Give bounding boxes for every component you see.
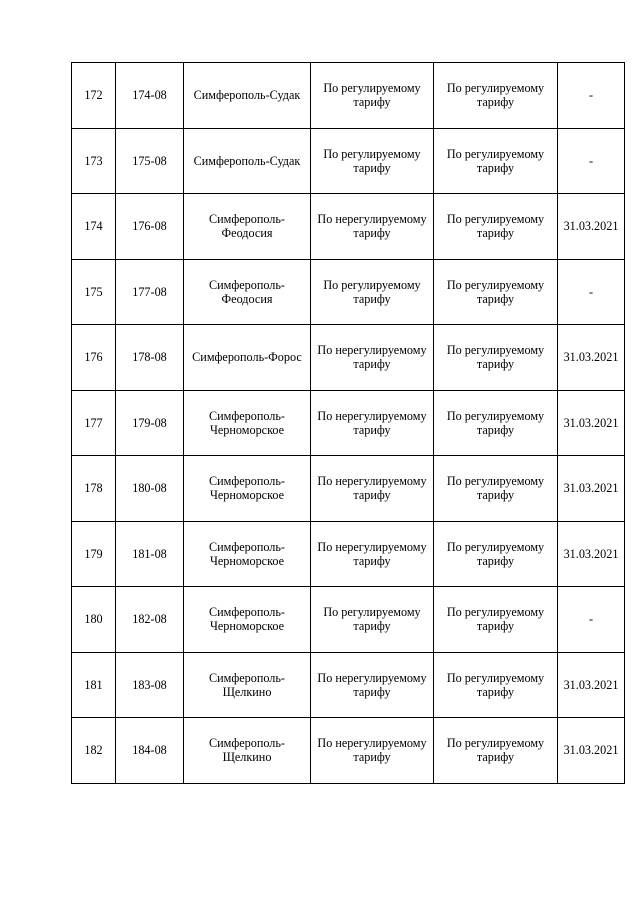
row-number: 182: [72, 718, 116, 784]
route-name: Симферополь-Черноморское: [184, 521, 311, 587]
tariff-current: По регулируемому тарифу: [311, 587, 434, 653]
table-row: [72, 587, 625, 653]
table-row: [72, 718, 625, 784]
change-date: -: [558, 128, 625, 194]
tariff-planned: По регулируемому тарифу: [434, 259, 558, 325]
change-date: 31.03.2021: [558, 194, 625, 260]
change-date: 31.03.2021: [558, 652, 625, 718]
change-date: 31.03.2021: [558, 325, 625, 391]
route-reg-number: 184-08: [116, 718, 184, 784]
tariff-planned: По регулируемому тарифу: [434, 587, 558, 653]
tariff-current: По нерегулируемому тарифу: [311, 521, 434, 587]
table-row: [72, 521, 625, 587]
route-name: Симферополь-Феодосия: [184, 259, 311, 325]
change-date: 31.03.2021: [558, 718, 625, 784]
tariff-current: По нерегулируемому тарифу: [311, 718, 434, 784]
tariff-planned: По регулируемому тарифу: [434, 521, 558, 587]
tariff-current: По регулируемому тарифу: [311, 63, 434, 129]
route-reg-number: 180-08: [116, 456, 184, 522]
tariff-planned: По регулируемому тарифу: [434, 652, 558, 718]
row-number: 181: [72, 652, 116, 718]
route-reg-number: 176-08: [116, 194, 184, 260]
route-name: Симферополь-Щелкино: [184, 718, 311, 784]
change-date: -: [558, 587, 625, 653]
tariff-current: По нерегулируемому тарифу: [311, 194, 434, 260]
routes-table-body: [72, 63, 625, 784]
tariff-planned: По регулируемому тарифу: [434, 718, 558, 784]
route-name: Симферополь-Феодосия: [184, 194, 311, 260]
table-row: [72, 652, 625, 718]
route-name: Симферополь-Черноморское: [184, 587, 311, 653]
route-reg-number: 179-08: [116, 390, 184, 456]
tariff-planned: По регулируемому тарифу: [434, 456, 558, 522]
change-date: -: [558, 63, 625, 129]
route-name: Симферополь-Судак: [184, 128, 311, 194]
table-row: [72, 63, 625, 129]
table-row: [72, 259, 625, 325]
routes-table: [71, 62, 625, 784]
row-number: 177: [72, 390, 116, 456]
row-number: 175: [72, 259, 116, 325]
route-name: Симферополь-Черноморское: [184, 456, 311, 522]
tariff-current: По нерегулируемому тарифу: [311, 652, 434, 718]
tariff-current: По нерегулируемому тарифу: [311, 390, 434, 456]
table-row: [72, 390, 625, 456]
tariff-planned: По регулируемому тарифу: [434, 390, 558, 456]
tariff-current: По нерегулируемому тарифу: [311, 325, 434, 391]
tariff-current: По регулируемому тарифу: [311, 259, 434, 325]
route-name: Симферополь-Черноморское: [184, 390, 311, 456]
row-number: 173: [72, 128, 116, 194]
change-date: 31.03.2021: [558, 456, 625, 522]
tariff-planned: По регулируемому тарифу: [434, 128, 558, 194]
route-name: Симферополь-Форос: [184, 325, 311, 391]
table-row: [72, 456, 625, 522]
change-date: 31.03.2021: [558, 390, 625, 456]
route-reg-number: 178-08: [116, 325, 184, 391]
tariff-current: По нерегулируемому тарифу: [311, 456, 434, 522]
route-reg-number: 183-08: [116, 652, 184, 718]
row-number: 178: [72, 456, 116, 522]
row-number: 179: [72, 521, 116, 587]
route-reg-number: 177-08: [116, 259, 184, 325]
change-date: -: [558, 259, 625, 325]
tariff-planned: По регулируемому тарифу: [434, 194, 558, 260]
route-reg-number: 182-08: [116, 587, 184, 653]
row-number: 176: [72, 325, 116, 391]
route-reg-number: 174-08: [116, 63, 184, 129]
tariff-current: По регулируемому тарифу: [311, 128, 434, 194]
table-row: [72, 128, 625, 194]
row-number: 180: [72, 587, 116, 653]
tariff-planned: По регулируемому тарифу: [434, 325, 558, 391]
route-name: Симферополь-Судак: [184, 63, 311, 129]
row-number: 172: [72, 63, 116, 129]
table-row: [72, 325, 625, 391]
change-date: 31.03.2021: [558, 521, 625, 587]
route-reg-number: 175-08: [116, 128, 184, 194]
tariff-planned: По регулируемому тарифу: [434, 63, 558, 129]
route-reg-number: 181-08: [116, 521, 184, 587]
table-row: [72, 194, 625, 260]
row-number: 174: [72, 194, 116, 260]
route-name: Симферополь-Щелкино: [184, 652, 311, 718]
